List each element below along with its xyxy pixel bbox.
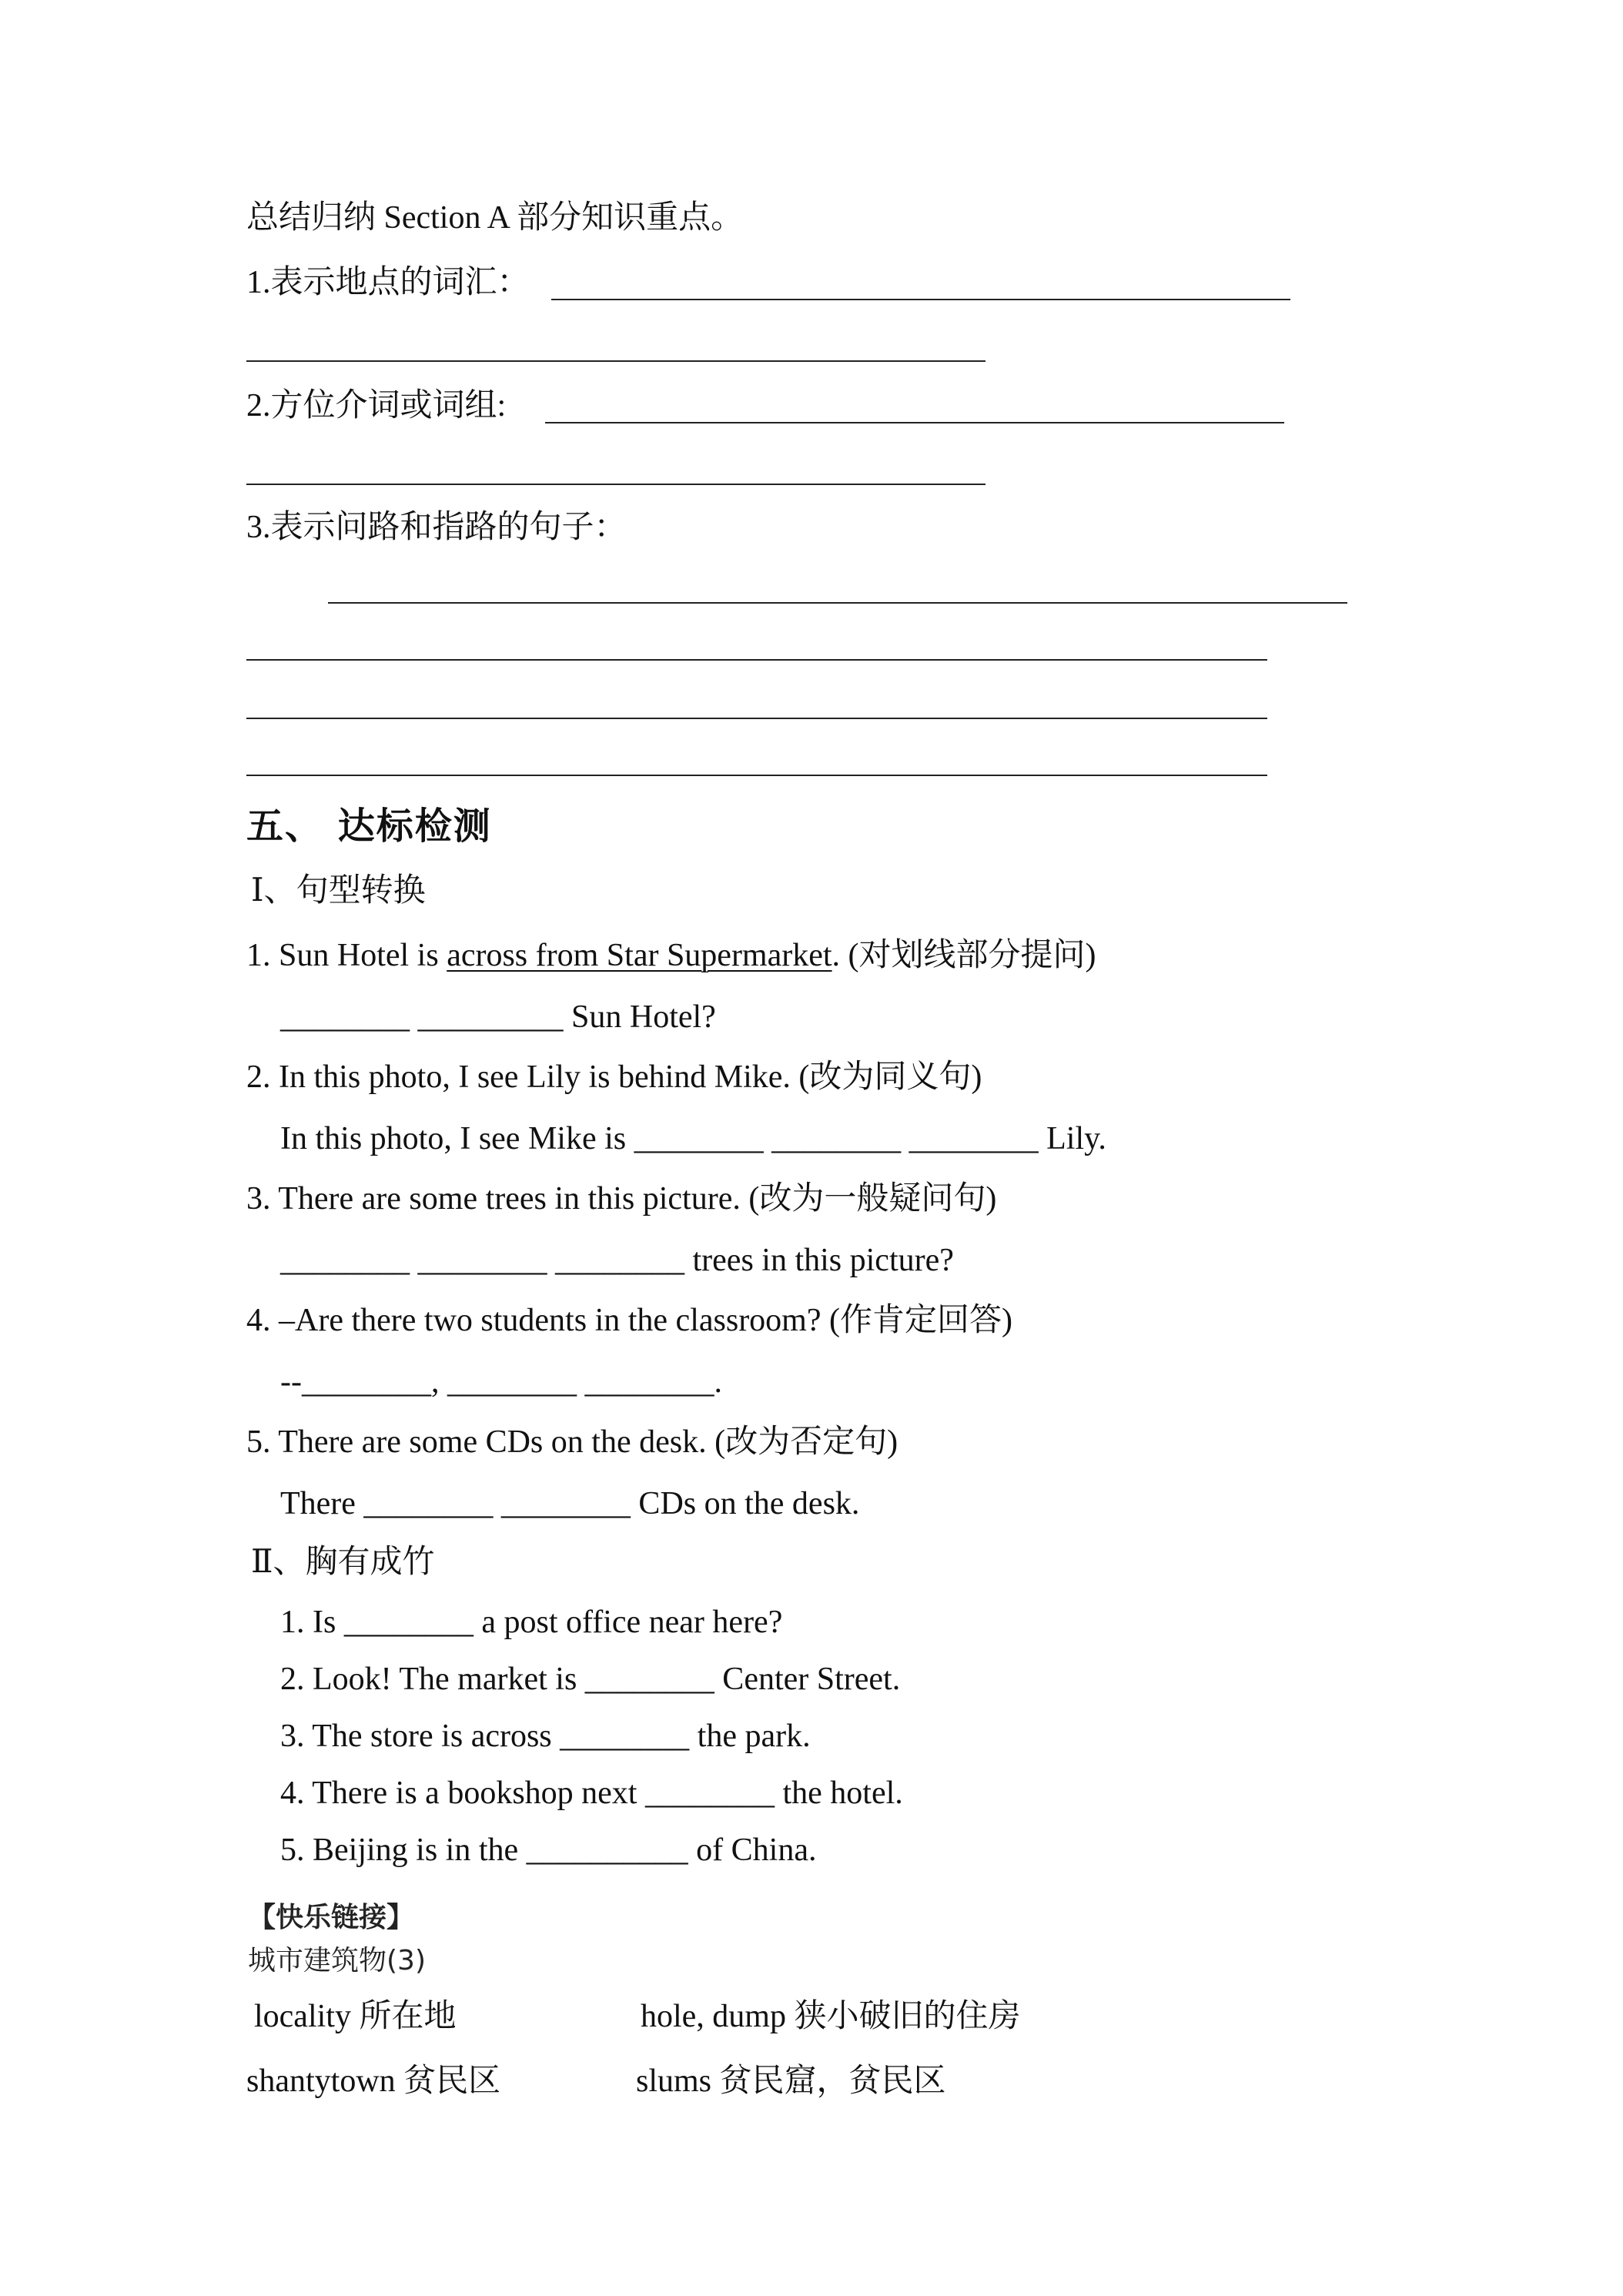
vocab-item: locality 所在地 bbox=[254, 1999, 457, 2034]
answer-3: ________ ________ ________ trees in this picture? bbox=[280, 1243, 954, 1278]
summary-item-1-label: 1.表示地点的词汇： bbox=[246, 265, 530, 300]
question-5: 5. There are some CDs on the desk. (改为否定句) bbox=[246, 1424, 899, 1460]
question-1-instruction: . (对划线部分提问) bbox=[832, 938, 1096, 973]
answer-line bbox=[246, 718, 1267, 719]
question-2: 2. In this photo, I see Lily is behind Mike. (改为同义句) bbox=[246, 1059, 982, 1095]
part2-title: Ⅱ、胸有成竹 bbox=[251, 1545, 435, 1580]
summary-intro: 总结归纳 Section A 部分知识重点。 bbox=[246, 200, 744, 236]
underlined-phrase: across from Star Supermarket bbox=[447, 938, 832, 973]
happy-link-subtitle: 城市建筑物(3) bbox=[248, 1945, 426, 1976]
answer-2: In this photo, I see Mike is ________ ________ ________ Lily. bbox=[280, 1121, 1106, 1156]
answer-5: There ________ ________ CDs on the desk. bbox=[280, 1486, 860, 1521]
answer-line bbox=[246, 484, 986, 485]
question-3: 3. There are some trees in this picture. (改为一般疑问句) bbox=[246, 1181, 997, 1217]
happy-link-title: 【快乐链接】 bbox=[248, 1902, 415, 1933]
answer-line bbox=[328, 602, 1347, 604]
vocab-item: hole, dump 狭小破旧的住房 bbox=[641, 1999, 1021, 2034]
summary-item-2-label: 2.方位介词或词组: bbox=[246, 388, 507, 423]
list-item: 2. Look! The market is ________ Center Street. bbox=[280, 1662, 901, 1697]
answer-line bbox=[246, 659, 1267, 661]
section-heading: 五、 达标检测 bbox=[246, 805, 492, 848]
answer-1: ________ _________ Sun Hotel? bbox=[280, 999, 716, 1035]
question-1 bbox=[246, 936, 1096, 975]
list-item: 4. There is a bookshop next ________ the hotel. bbox=[280, 1776, 903, 1811]
list-item: 5. Beijing is in the __________ of China. bbox=[280, 1832, 817, 1868]
answer-line bbox=[545, 422, 1284, 423]
answer-4: --________, ________ ________. bbox=[280, 1364, 722, 1400]
vocab-item: shantytown 贫民区 bbox=[246, 2063, 501, 2099]
answer-line bbox=[246, 360, 986, 362]
question-4: 4. –Are there two students in the classroom? (作肯定回答) bbox=[246, 1303, 1012, 1338]
question-1-text: 1. Sun Hotel is bbox=[246, 938, 447, 973]
list-item: 1. Is ________ a post office near here? bbox=[280, 1605, 783, 1640]
list-item: 3. The store is across ________ the park. bbox=[280, 1719, 811, 1754]
vocab-item: slums 贫民窟，贫民区 bbox=[636, 2063, 946, 2099]
summary-item-3-label: 3.表示问路和指路的句子： bbox=[246, 510, 627, 545]
answer-line bbox=[551, 299, 1290, 300]
answer-line bbox=[246, 775, 1267, 776]
part1-title: Ⅰ、句型转换 bbox=[251, 873, 426, 909]
